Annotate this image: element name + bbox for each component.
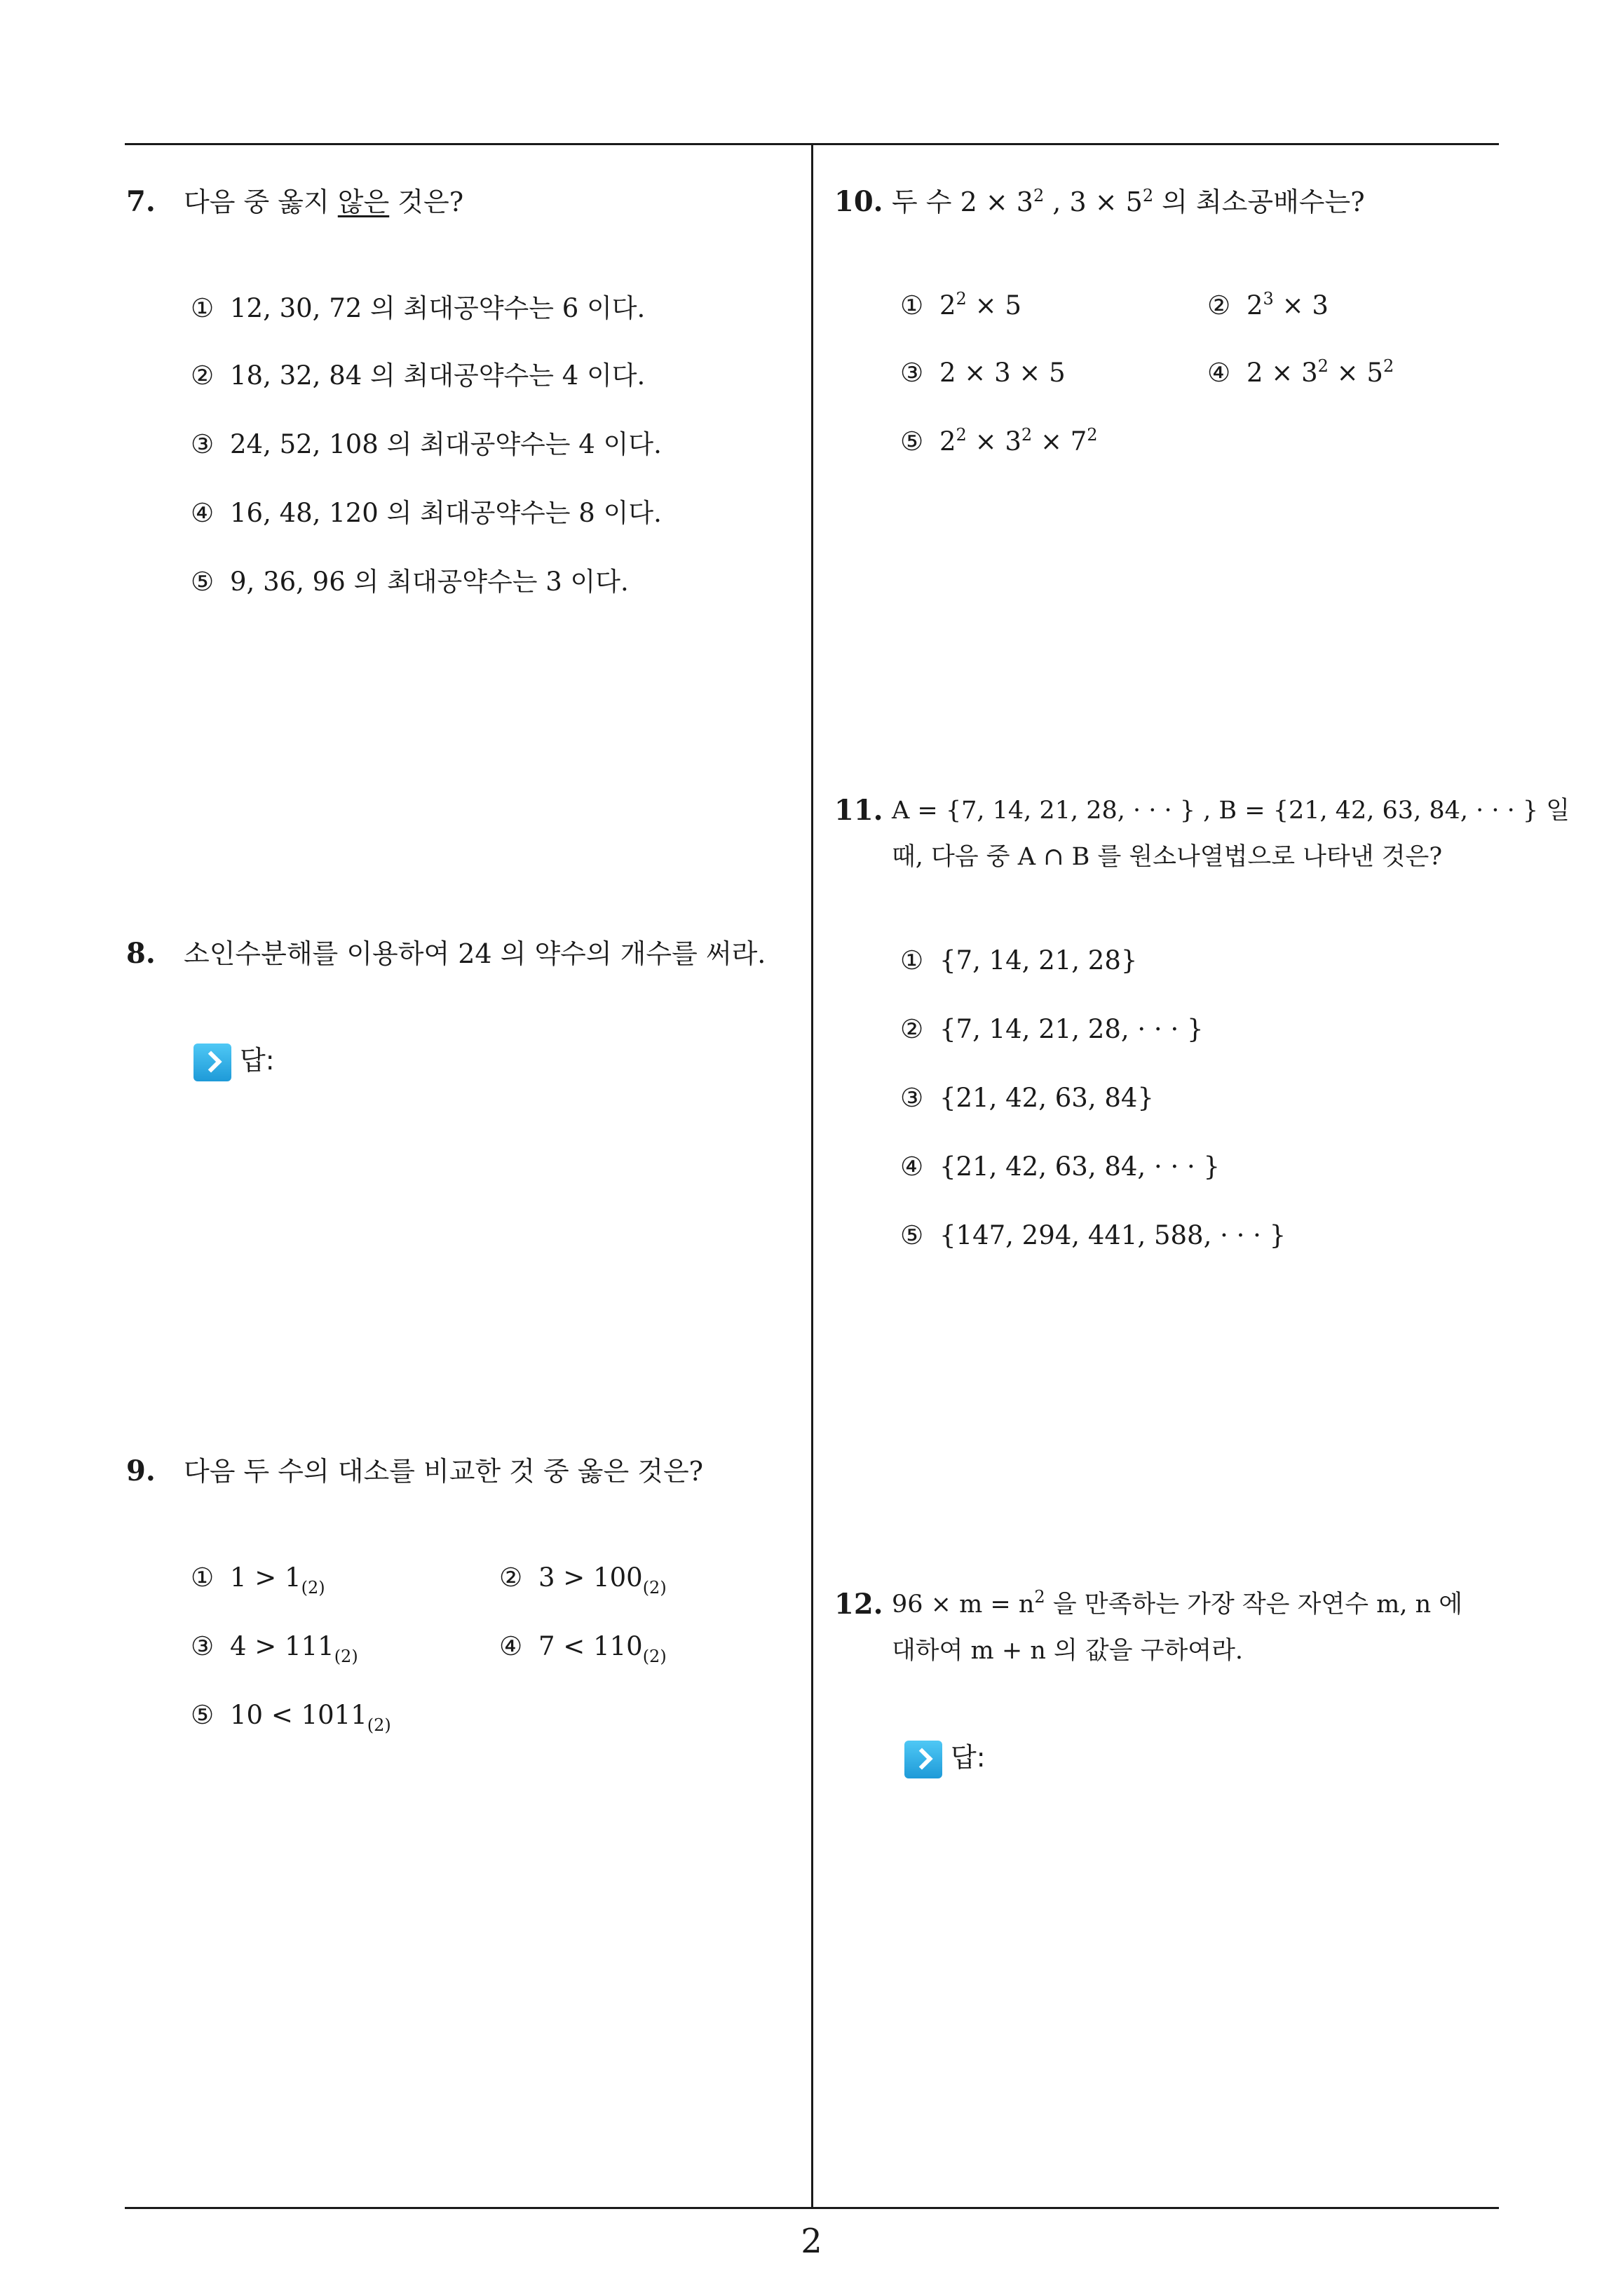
option-5[interactable] <box>191 1693 391 1738</box>
option-1[interactable] <box>900 938 1137 983</box>
question-text-part: , 3 × 5 <box>1044 187 1143 217</box>
page-number: 2 <box>801 2222 822 2261</box>
option-subscript: (2) <box>367 1715 391 1735</box>
option-number: ④ <box>1207 358 1231 388</box>
exponent: 2 <box>1142 186 1154 205</box>
option-3[interactable] <box>900 351 1066 396</box>
question-text-pre: 다음 중 옳지 <box>184 187 338 217</box>
option-text: {7, 14, 21, 28, · · · } <box>939 1014 1204 1044</box>
option-subscript: (2) <box>642 1578 667 1598</box>
exponent: 2 <box>1021 425 1033 445</box>
bottom-rule <box>125 2207 1499 2209</box>
option-2[interactable] <box>1207 283 1329 328</box>
question-text-line-1: A = {7, 14, 21, 28, · · · } , B = {21, 42, 63, 84, · · · } 일 <box>892 797 1570 825</box>
question-text-underlined: 않은 <box>337 187 390 217</box>
exponent: 2 <box>1383 356 1394 376</box>
option-text: 12, 30, 72 의 최대공약수는 6 이다. <box>230 293 646 323</box>
option-1[interactable] <box>900 283 1021 328</box>
question-number: 8. <box>126 937 156 970</box>
option-number: ② <box>499 1562 523 1593</box>
option-text: {21, 42, 63, 84, · · · } <box>939 1152 1221 1182</box>
option-number: ② <box>1207 290 1231 320</box>
option-1[interactable] <box>191 1555 325 1600</box>
option-text: 16, 48, 120 의 최대공약수는 8 이다. <box>230 498 662 528</box>
option-4[interactable] <box>1207 351 1394 396</box>
question-text: 다음 두 수의 대소를 비교한 것 중 옳은 것은? <box>184 1456 704 1487</box>
option-3[interactable] <box>900 1076 1154 1121</box>
option-number: ③ <box>191 429 215 459</box>
question-text-part: 의 최소공배수는? <box>1153 187 1365 217</box>
question-number: 11. <box>834 794 883 827</box>
exponent: 2 <box>1034 1587 1045 1607</box>
question-text-line-2: 대하여 m + n 의 값을 구하여라. <box>892 1637 1244 1665</box>
answer-field[interactable] <box>193 1038 275 1083</box>
answer-label: 답: <box>240 1045 275 1076</box>
question-text <box>184 180 463 224</box>
exponent: 2 <box>956 425 967 445</box>
question-text-part: 을 만족하는 가장 작은 자연수 m, n 에 <box>1045 1591 1463 1619</box>
option-2[interactable] <box>191 353 645 398</box>
option-main: 3 > 100 <box>538 1562 643 1593</box>
option-text: 24, 52, 108 의 최대공약수는 4 이다. <box>230 429 662 459</box>
option-base: × 3 <box>966 426 1021 457</box>
question-text-line-2: 때, 다음 중 A ∩ B 를 원소나열법으로 나타낸 것은? <box>892 843 1443 871</box>
option-base: 2 <box>939 290 956 320</box>
option-main: 1 > 1 <box>230 1562 301 1593</box>
option-5[interactable] <box>900 1213 1286 1258</box>
option-subscript: (2) <box>301 1578 325 1598</box>
option-number: ② <box>191 360 215 391</box>
option-number: ① <box>191 293 215 323</box>
option-5[interactable] <box>900 419 1098 464</box>
chevron-right-icon <box>904 1741 942 1778</box>
exponent: 3 <box>1263 289 1274 309</box>
option-5[interactable] <box>191 560 629 605</box>
option-number: ② <box>900 1014 924 1044</box>
option-text: {7, 14, 21, 28} <box>939 945 1138 975</box>
option-number: ① <box>191 1562 215 1593</box>
option-3[interactable] <box>191 1624 358 1669</box>
option-2[interactable] <box>499 1555 667 1600</box>
option-subscript: (2) <box>642 1647 667 1666</box>
exponent: 2 <box>1033 186 1045 205</box>
option-4[interactable] <box>499 1624 667 1669</box>
question-text <box>892 180 1365 224</box>
option-4[interactable] <box>900 1144 1220 1189</box>
option-base: 2 <box>1247 290 1263 320</box>
option-number: ① <box>900 945 924 975</box>
exponent: 2 <box>956 289 967 309</box>
option-number: ③ <box>191 1631 215 1661</box>
option-number: ④ <box>191 498 215 528</box>
option-2[interactable] <box>900 1007 1204 1052</box>
option-base: × 3 <box>1273 290 1329 320</box>
chevron-right-icon <box>193 1044 231 1081</box>
answer-field[interactable] <box>904 1735 986 1780</box>
exponent: 2 <box>1087 425 1098 445</box>
option-4[interactable] <box>191 491 662 536</box>
question-text-part: 두 수 2 × 3 <box>892 187 1033 217</box>
option-main: 10 < 1011 <box>230 1700 367 1730</box>
option-number: ③ <box>900 1083 924 1113</box>
option-base: 2 <box>939 426 956 457</box>
question-number: 7. <box>126 185 156 218</box>
option-base: × 7 <box>1032 426 1087 457</box>
option-base: × 5 <box>1328 358 1383 388</box>
question-number: 10. <box>834 185 883 218</box>
option-number: ⑤ <box>900 426 924 457</box>
option-number: ④ <box>499 1631 523 1661</box>
option-number: ④ <box>900 1152 924 1182</box>
option-subscript: (2) <box>334 1647 358 1666</box>
option-number: ⑤ <box>900 1220 924 1250</box>
option-text: {21, 42, 63, 84} <box>939 1083 1154 1113</box>
option-base: 2 × 3 <box>1247 358 1318 388</box>
option-text: 9, 36, 96 의 최대공약수는 3 이다. <box>230 567 629 597</box>
option-text: 18, 32, 84 의 최대공약수는 4 이다. <box>230 360 646 391</box>
option-main: 7 < 110 <box>538 1631 643 1661</box>
exponent: 2 <box>1317 356 1329 376</box>
option-main: 4 > 111 <box>230 1631 334 1661</box>
option-text: {147, 294, 441, 588, · · · } <box>939 1220 1286 1250</box>
option-number: ① <box>900 290 924 320</box>
option-3[interactable] <box>191 422 662 467</box>
question-text: 소인수분해를 이용하여 24 의 약수의 개수를 써라. <box>184 938 766 969</box>
question-text-part: 96 × m = n <box>892 1591 1035 1619</box>
question-text-line-1 <box>892 1582 1462 1627</box>
option-base: × 5 <box>966 290 1021 320</box>
option-number: ⑤ <box>191 1700 215 1730</box>
answer-label: 답: <box>951 1742 986 1773</box>
option-base: 2 × 3 × 5 <box>939 358 1066 388</box>
option-1[interactable] <box>191 286 645 331</box>
question-number: 12. <box>834 1588 883 1621</box>
option-number: ⑤ <box>191 567 215 597</box>
question-number: 9. <box>126 1454 156 1487</box>
column-divider <box>811 144 813 2208</box>
question-text-post: 것은? <box>389 187 464 217</box>
option-number: ③ <box>900 358 924 388</box>
